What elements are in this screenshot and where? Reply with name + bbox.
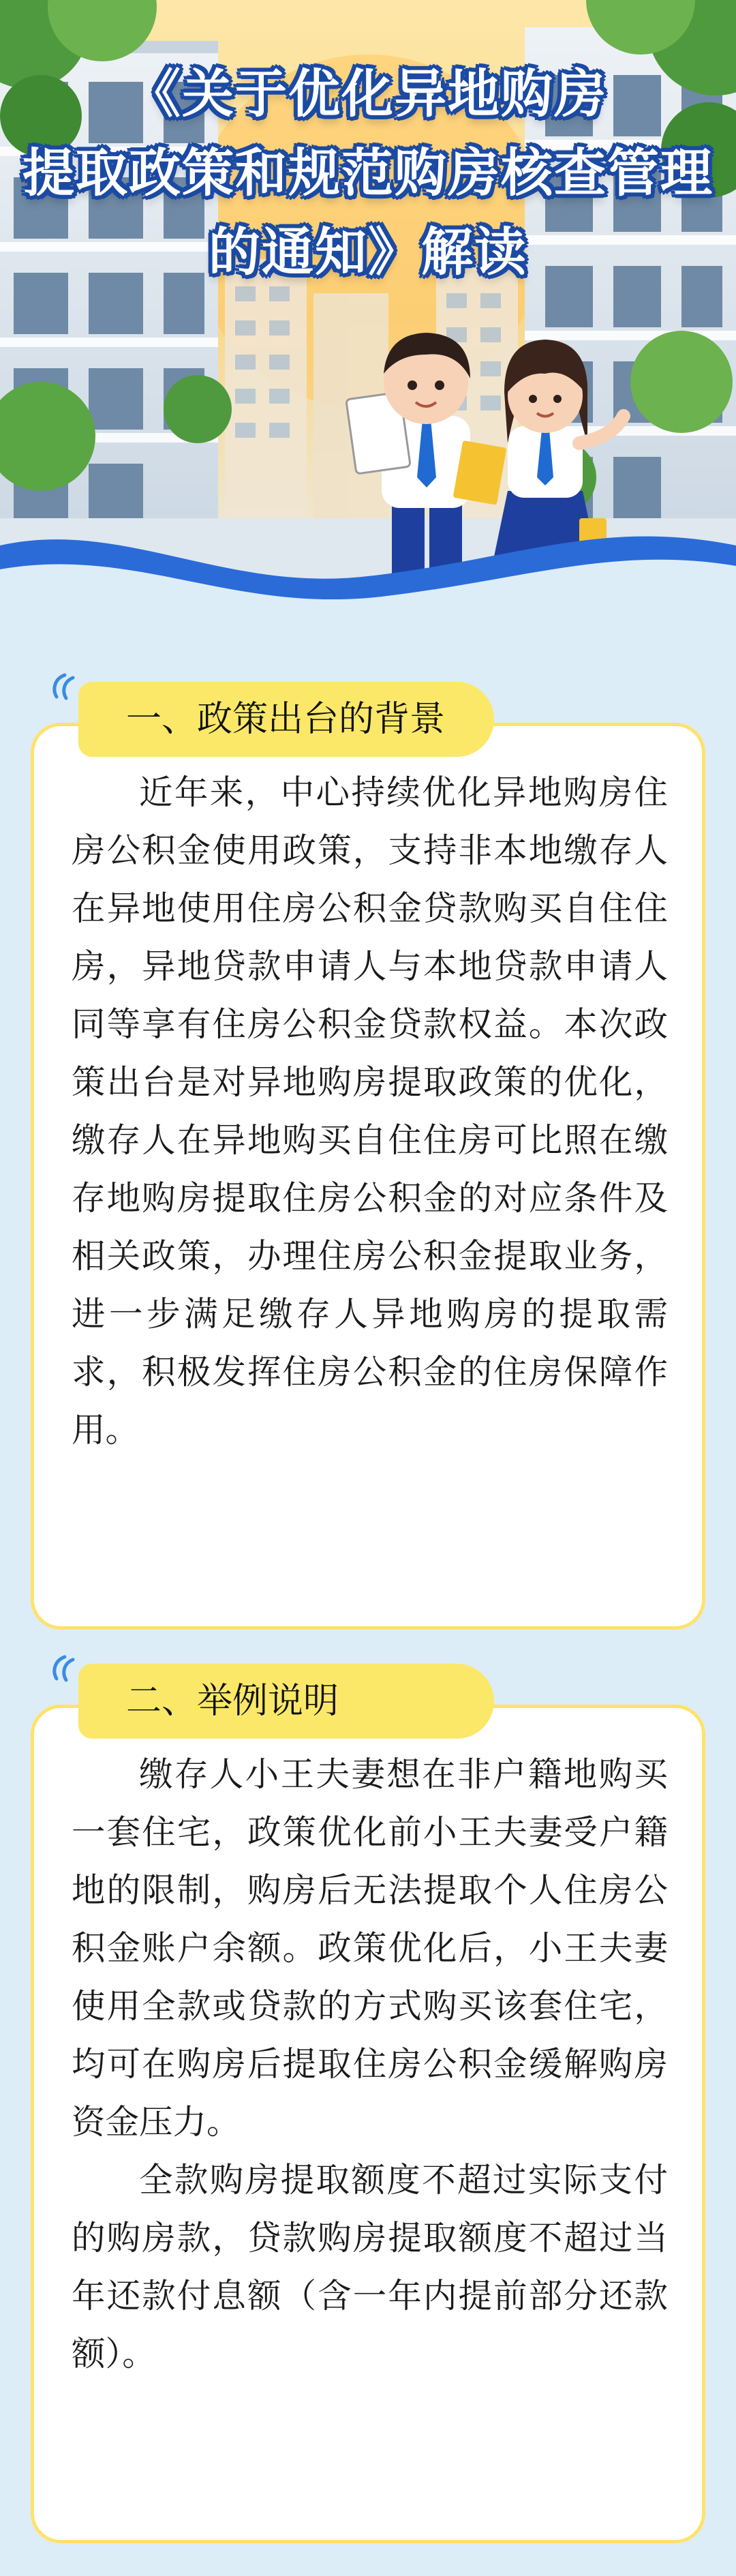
section-body	[72, 1746, 668, 2383]
page-title	[0, 55, 736, 292]
title-line-1: 《关于优化异地购房	[129, 63, 607, 124]
paragraph: 缴存人小王夫妻想在非户籍地购买一套住宅，政策优化前小王夫妻受户籍地的限制，购房后无法提取个人住房公积金账户余额。政策优化后，小王夫妻使用全款或贷款的方式购买该套住宅，均可在购房后提取住房公积金缓解购房资金压力。	[72, 1754, 668, 2142]
hero-banner	[0, 0, 736, 634]
section-heading	[78, 682, 494, 757]
paragraph: 全款购房提取额度不超过实际支付的购房款，贷款购房提取额度不超过当年还款付息额（含一年内提前部分还款额）。	[72, 2160, 668, 2373]
section-heading-text: 一、政策出台的背景	[126, 699, 446, 740]
quote-mark-icon	[51, 1653, 76, 1683]
section-heading-text: 二、举例说明	[126, 1681, 339, 1722]
title-line-3: 的通知》解读	[209, 222, 527, 282]
title-line-2: 提取政策和规范购房核查管理	[22, 143, 714, 203]
section-body	[72, 764, 668, 1459]
section-heading	[78, 1664, 494, 1739]
paragraph: 近年来，中心持续优化异地购房住房公积金使用政策，支持非本地缴存人在异地使用住房公积金贷款购买自住住房，异地贷款申请人与本地贷款申请人同等享有住房公积金贷款权益。本次政策出台是对异地购房提取政策的优化，缴存人在异地购买自住住房可比照在缴存地购房提取住房公积金的对应条件及相关政策，办理住房公积金提取业务，进一步满足缴存人异地购房的提取需求，积极发挥住房公积金的住房保障作用。	[72, 773, 668, 1450]
quote-mark-icon	[51, 671, 76, 701]
